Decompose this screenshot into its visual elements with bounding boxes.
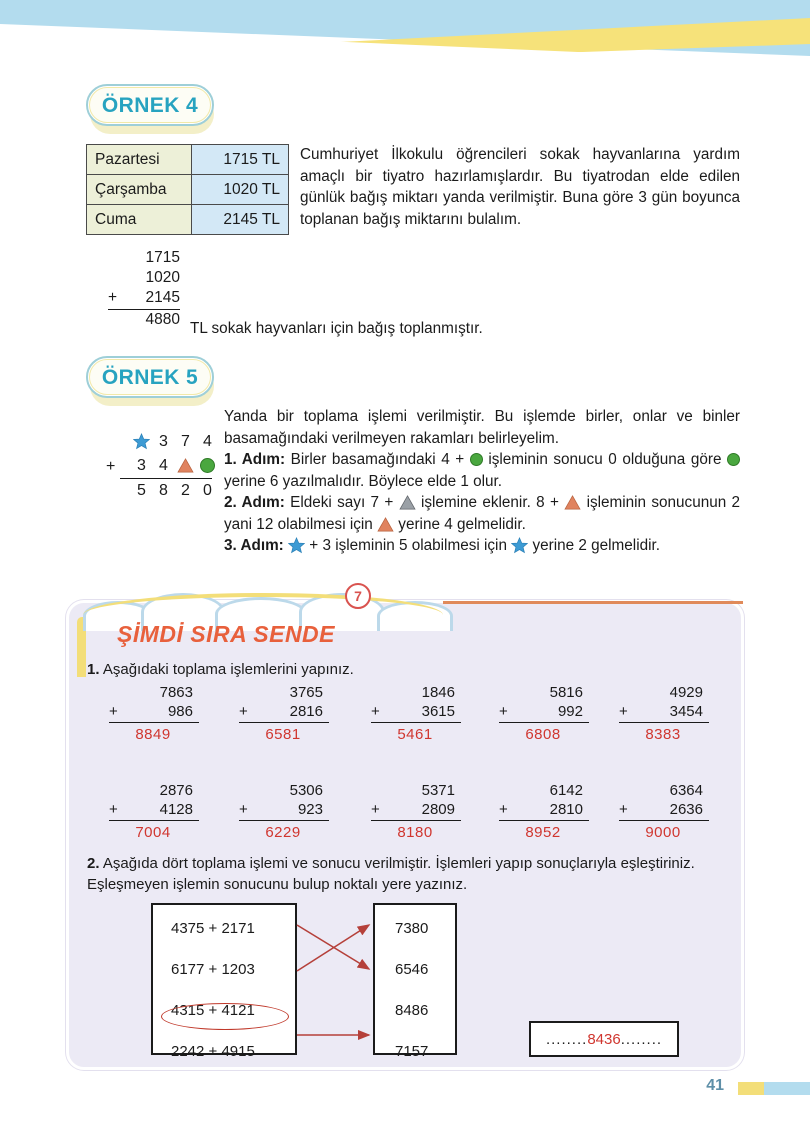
sum-addend-3-row: [108, 288, 180, 308]
table-cell-amount: 1715 TL: [192, 145, 289, 175]
table-row: [87, 205, 289, 235]
table-cell-day: Çarşamba: [87, 175, 192, 205]
student-answer[interactable]: 8383: [645, 726, 681, 743]
step-1-text-c: yerine 6 yazılmalıdır. Böylece elde 1 olur.: [224, 472, 503, 490]
addend-bottom-row: [497, 800, 589, 819]
circled-expression-mark: [161, 1003, 289, 1030]
question-2-text: Aşağıda dört toplama işlemi ve sonucu verilmiştir. İşlemleri yapıp sonuçlarıyla eşleştiriniz. Eşleşmeyen işlemin sonucunu bulup noktalı yere yazınız.: [87, 855, 695, 893]
list-item[interactable]: 7157: [395, 1043, 429, 1060]
table-cell-amount: 2145 TL: [192, 205, 289, 235]
addend-bottom-row: [617, 702, 709, 721]
student-answer[interactable]: 8952: [525, 824, 561, 841]
student-answer[interactable]: 6581: [265, 726, 301, 743]
plus-sign: +: [239, 703, 248, 720]
student-answer[interactable]: 8180: [397, 824, 433, 841]
step-3-text-a: + 3 işleminin 5 olabilmesi için: [309, 537, 507, 554]
step-2-text-c: işleminin sonucunun 2 yani 12 olabilmesi için: [224, 494, 741, 533]
step-3-text-b: yerine 2 gelmelidir.: [532, 537, 661, 554]
activity-number-badge: 7: [345, 583, 371, 609]
plus-sign: +: [371, 703, 380, 720]
student-answer[interactable]: 6808: [525, 726, 561, 743]
plus-sign: +: [499, 801, 508, 818]
addition-problem: [617, 683, 709, 744]
problem-rule: [109, 820, 199, 821]
circle-icon: [470, 453, 483, 466]
addition-problem: [369, 781, 461, 842]
plus-sign: +: [619, 703, 628, 720]
question-1-number: 1.: [87, 661, 100, 678]
addition-problem: [497, 683, 589, 744]
plus-sign: +: [619, 801, 628, 818]
sum-addend-3: 2145: [145, 289, 180, 306]
problem-rule: [499, 722, 589, 723]
table-cell-amount: 1020 TL: [192, 175, 289, 205]
answer-dots-right: ........: [620, 1030, 663, 1048]
plus-sign: +: [499, 703, 508, 720]
footer-blue-bar: [764, 1082, 810, 1095]
student-answer[interactable]: 7004: [135, 824, 171, 841]
list-item[interactable]: 2242 + 4915: [171, 1043, 255, 1060]
star-icon: [288, 537, 305, 554]
example-4-badge: [86, 84, 218, 136]
addend-bottom: 986: [167, 703, 193, 720]
practice-panel-title: ŞİMDİ SIRA SENDE: [117, 621, 336, 647]
plus-sign: +: [106, 458, 116, 475]
addend-top: 5371: [421, 782, 455, 799]
addition-problem: [237, 781, 329, 842]
addend-bottom: 2810: [549, 801, 583, 818]
digit: 3: [137, 457, 146, 474]
step-3-label: 3. Adım:: [224, 537, 284, 554]
problem-rule: [371, 820, 461, 821]
digit: 2: [181, 482, 190, 499]
example-4-label: ÖRNEK 4: [101, 93, 199, 117]
problem-rule: [239, 820, 329, 821]
step-2-text-b: işlemine eklenir. 8 +: [420, 494, 559, 511]
addend-top: 3765: [289, 684, 323, 701]
addend-bottom-row: [369, 800, 461, 819]
problem-rule: [499, 820, 589, 821]
addend-bottom-row: [617, 800, 709, 819]
page-number: 41: [706, 1077, 724, 1094]
sum-addend-2: 1020: [145, 269, 180, 286]
addend-bottom: 2816: [289, 703, 323, 720]
addition-problem: [107, 683, 199, 744]
triangle-icon: [177, 454, 194, 478]
triangle-icon: [377, 517, 394, 532]
badge-inner: [89, 359, 211, 395]
question-2-label: [87, 853, 737, 895]
sum-addend-1: 1715: [145, 249, 180, 266]
triangle-icon: [564, 495, 581, 510]
circle-icon: [727, 453, 740, 466]
star-icon: [511, 537, 528, 554]
match-right-box: [373, 903, 457, 1060]
student-answer[interactable]: 5461: [397, 726, 433, 743]
problem-rule: [109, 722, 199, 723]
addition-problem: [107, 781, 199, 842]
problem-rule: [239, 722, 329, 723]
list-item[interactable]: 4315 + 4121: [171, 1002, 255, 1019]
list-item[interactable]: 6546: [395, 961, 429, 978]
addend-top: 5306: [289, 782, 323, 799]
digit: 5: [137, 482, 146, 499]
list-item[interactable]: 4375 + 2171: [171, 920, 255, 937]
step-1-text-a: Birler basamağındaki 4 +: [290, 451, 465, 468]
problem-rule: [619, 820, 709, 821]
addend-bottom-row: [107, 800, 199, 819]
table-cell-day: Cuma: [87, 205, 192, 235]
question-2-number: 2.: [87, 855, 100, 872]
addend-bottom-row: [107, 702, 199, 721]
star-icon: [133, 430, 150, 454]
footer-yellow-bar: [738, 1082, 764, 1095]
addend-top: 2876: [159, 782, 193, 799]
example-4-sum-note: TL sokak hayvanları için bağış toplanmıştır.: [190, 320, 483, 337]
matching-arrows: [293, 903, 379, 1055]
list-item[interactable]: 7380: [395, 920, 429, 937]
example-5-label: ÖRNEK 5: [101, 365, 199, 389]
addition-problem: [369, 683, 461, 744]
operation-row-1: [106, 430, 216, 454]
example-5-badge: [86, 356, 218, 408]
plus-sign: +: [371, 801, 380, 818]
plus-sign: +: [239, 801, 248, 818]
addend-top: 6364: [669, 782, 703, 799]
practice-panel: [66, 588, 744, 1070]
plus-sign: +: [109, 801, 118, 818]
addend-bottom-row: [237, 702, 329, 721]
table-row: [87, 175, 289, 205]
table-row: [87, 145, 289, 175]
student-answer[interactable]: 9000: [645, 824, 681, 841]
written-answer-value[interactable]: 8436: [587, 1030, 621, 1048]
step-1-label: 1. Adım:: [224, 451, 286, 468]
addend-bottom: 923: [297, 801, 323, 818]
student-answer[interactable]: 6229: [265, 824, 301, 841]
addend-bottom: 3615: [421, 703, 455, 720]
addend-top: 5816: [549, 684, 583, 701]
step-2-label: 2. Adım:: [224, 494, 285, 511]
example-5-operation: [106, 430, 216, 503]
example-4-paragraph: Cumhuriyet İlkokulu öğrencileri sokak hayvanlarına yardım amaçlı bir tiyatro hazırlamışlardır. Bu tiyatrodan elde edilen günlük bağış miktarı yanda verilmiştir. Buna göre 3 gün boyunca toplanan bağış miktarını bulalım.: [300, 146, 740, 228]
problem-rule: [619, 722, 709, 723]
addend-top: 7863: [159, 684, 193, 701]
addition-problem: [497, 781, 589, 842]
addend-bottom-row: [497, 702, 589, 721]
plus-sign: +: [108, 289, 118, 306]
plus-sign: +: [109, 703, 118, 720]
digit: 3: [159, 433, 168, 450]
step-2-text-a: Eldeki sayı 7 +: [290, 494, 394, 511]
step-1-text-b: işleminin sonucu 0 olduğuna göre: [488, 451, 722, 468]
operation-result: [106, 479, 216, 503]
addition-problem: [237, 683, 329, 744]
example-5-steps: [224, 406, 740, 557]
list-item[interactable]: 6177 + 1203: [171, 961, 255, 978]
digit: 4: [203, 433, 212, 450]
donation-table: [86, 144, 289, 235]
table-cell-day: Pazartesi: [87, 145, 192, 175]
sum-total: 4880: [145, 311, 180, 328]
addend-top: 4929: [669, 684, 703, 701]
triangle-icon: [399, 495, 416, 510]
addend-bottom: 992: [557, 703, 583, 720]
question-1-text: Aşağıdaki toplama işlemlerini yapınız.: [102, 661, 354, 678]
badge-inner: [89, 87, 211, 123]
student-answer[interactable]: 8849: [135, 726, 171, 743]
addend-bottom: 2636: [669, 801, 703, 818]
question-1-label: [87, 659, 707, 680]
operation-row-2: [106, 454, 216, 478]
addend-bottom-row: [237, 800, 329, 819]
digit: 8: [159, 482, 168, 499]
digit: 0: [203, 482, 212, 499]
orange-line-decoration: [443, 601, 743, 604]
addend-bottom: 2809: [421, 801, 455, 818]
circle-icon: [199, 454, 216, 478]
addend-bottom: 4128: [159, 801, 193, 818]
example-4-vertical-sum: [108, 248, 180, 330]
written-answer-box[interactable]: [529, 1021, 679, 1057]
addend-top: 6142: [549, 782, 583, 799]
example-5-intro: Yanda bir toplama işlemi verilmiştir. Bu işlemde birler, onlar ve binler basamağındaki verilmeyen rakamları belirleyelim.: [224, 408, 740, 447]
problem-rule: [371, 722, 461, 723]
addition-problem: [617, 781, 709, 842]
match-left-box: [151, 903, 297, 1060]
addend-bottom: 3454: [669, 703, 703, 720]
answer-dots-left: ........: [545, 1030, 588, 1048]
addend-top: 1846: [421, 684, 455, 701]
addend-bottom-row: [369, 702, 461, 721]
list-item[interactable]: 8486: [395, 1002, 429, 1019]
yellow-curve-decoration: [83, 593, 443, 615]
digit: 7: [181, 433, 190, 450]
step-2-text-d: yerine 4 gelmelidir.: [398, 515, 526, 533]
digit: 4: [159, 457, 168, 474]
